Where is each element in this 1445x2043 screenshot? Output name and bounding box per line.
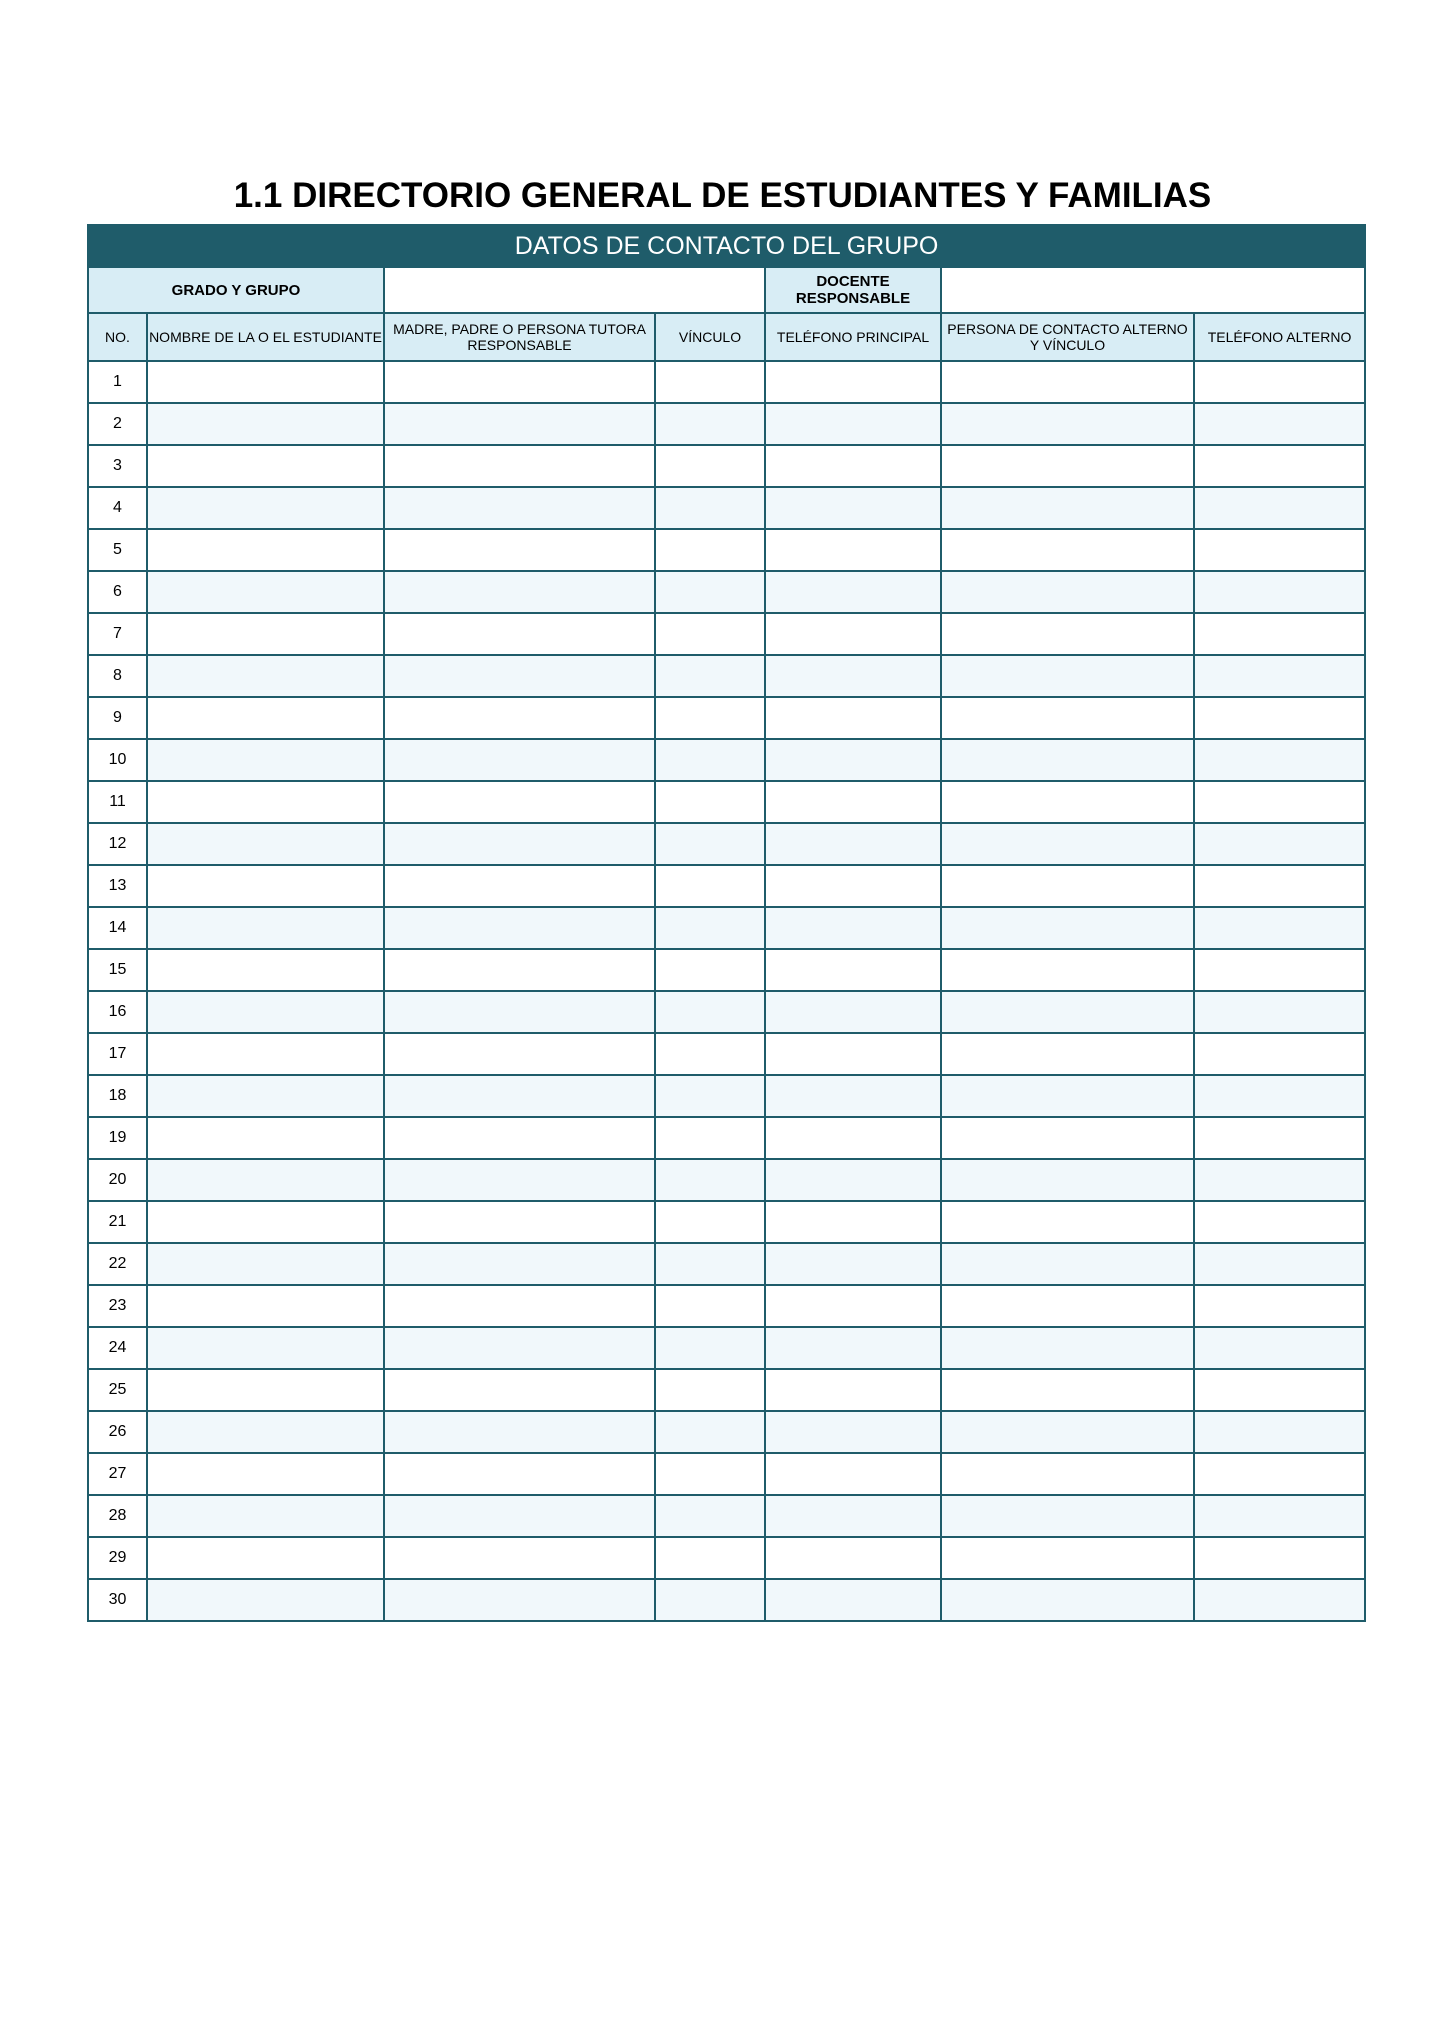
- cell-tutor[interactable]: [384, 1201, 655, 1243]
- cell-contacto-alterno[interactable]: [941, 1453, 1194, 1495]
- docente-responsable-field[interactable]: [941, 267, 1365, 313]
- cell-telefono-principal[interactable]: [765, 1075, 941, 1117]
- cell-tutor[interactable]: [384, 865, 655, 907]
- row-number: 4: [88, 487, 147, 529]
- table-row: [88, 1117, 1365, 1159]
- table-row: [88, 781, 1365, 823]
- col-header-vinculo: VÍNCULO: [655, 313, 765, 361]
- cell-contacto-alterno[interactable]: [941, 445, 1194, 487]
- cell-telefono-principal[interactable]: [765, 1537, 941, 1579]
- cell-tutor[interactable]: [384, 781, 655, 823]
- cell-vinculo[interactable]: [655, 697, 765, 739]
- table-row: [88, 1579, 1365, 1621]
- cell-telefono-alterno[interactable]: [1194, 361, 1365, 403]
- cell-nombre[interactable]: [147, 1579, 384, 1621]
- table-row: [88, 1495, 1365, 1537]
- table-row: [88, 865, 1365, 907]
- cell-tutor[interactable]: [384, 1159, 655, 1201]
- table-row: [88, 1201, 1365, 1243]
- cell-nombre[interactable]: [147, 1453, 384, 1495]
- table-row: [88, 991, 1365, 1033]
- cell-tutor[interactable]: [384, 697, 655, 739]
- table-row: [88, 1369, 1365, 1411]
- cell-vinculo[interactable]: [655, 1579, 765, 1621]
- table-row: [88, 1075, 1365, 1117]
- cell-telefono-principal[interactable]: [765, 697, 941, 739]
- cell-contacto-alterno[interactable]: [941, 781, 1194, 823]
- cell-contacto-alterno[interactable]: [941, 1117, 1194, 1159]
- cell-telefono-principal[interactable]: [765, 487, 941, 529]
- cell-telefono-principal[interactable]: [765, 781, 941, 823]
- cell-contacto-alterno[interactable]: [941, 487, 1194, 529]
- table-row: [88, 1033, 1365, 1075]
- cell-nombre[interactable]: [147, 361, 384, 403]
- cell-contacto-alterno[interactable]: [941, 1369, 1194, 1411]
- cell-telefono-alterno[interactable]: [1194, 739, 1365, 781]
- cell-telefono-principal[interactable]: [765, 445, 941, 487]
- row-number: 10: [88, 739, 147, 781]
- row-number: 18: [88, 1075, 147, 1117]
- cell-vinculo[interactable]: [655, 865, 765, 907]
- cell-nombre[interactable]: [147, 781, 384, 823]
- cell-telefono-principal[interactable]: [765, 1369, 941, 1411]
- cell-tutor[interactable]: [384, 487, 655, 529]
- cell-vinculo[interactable]: [655, 1327, 765, 1369]
- cell-contacto-alterno[interactable]: [941, 1327, 1194, 1369]
- cell-nombre[interactable]: [147, 1159, 384, 1201]
- cell-nombre[interactable]: [147, 655, 384, 697]
- cell-vinculo[interactable]: [655, 781, 765, 823]
- cell-nombre[interactable]: [147, 1285, 384, 1327]
- cell-nombre[interactable]: [147, 1201, 384, 1243]
- col-header-telefono-alterno: TELÉFONO ALTERNO: [1194, 313, 1365, 361]
- cell-vinculo[interactable]: [655, 571, 765, 613]
- table-row: [88, 949, 1365, 991]
- cell-telefono-alterno[interactable]: [1194, 991, 1365, 1033]
- row-number: 5: [88, 529, 147, 571]
- cell-vinculo[interactable]: [655, 445, 765, 487]
- directory-table: [87, 224, 1366, 1622]
- row-number: 3: [88, 445, 147, 487]
- cell-telefono-principal[interactable]: [765, 1243, 941, 1285]
- cell-vinculo[interactable]: [655, 1285, 765, 1327]
- table-row: [88, 1411, 1365, 1453]
- cell-vinculo[interactable]: [655, 1117, 765, 1159]
- table-row: [88, 655, 1365, 697]
- cell-telefono-principal[interactable]: [765, 403, 941, 445]
- cell-nombre[interactable]: [147, 613, 384, 655]
- cell-telefono-principal[interactable]: [765, 907, 941, 949]
- cell-vinculo[interactable]: [655, 823, 765, 865]
- cell-vinculo[interactable]: [655, 1369, 765, 1411]
- table-body: [88, 361, 1365, 1621]
- cell-vinculo[interactable]: [655, 1075, 765, 1117]
- cell-contacto-alterno[interactable]: [941, 1537, 1194, 1579]
- table-row: [88, 823, 1365, 865]
- cell-tutor[interactable]: [384, 1285, 655, 1327]
- cell-tutor[interactable]: [384, 907, 655, 949]
- table-row: [88, 697, 1365, 739]
- cell-tutor[interactable]: [384, 1117, 655, 1159]
- cell-vinculo[interactable]: [655, 655, 765, 697]
- cell-nombre[interactable]: [147, 907, 384, 949]
- cell-nombre[interactable]: [147, 1075, 384, 1117]
- cell-tutor[interactable]: [384, 655, 655, 697]
- cell-contacto-alterno[interactable]: [941, 655, 1194, 697]
- table-row: [88, 571, 1365, 613]
- cell-tutor[interactable]: [384, 613, 655, 655]
- row-number: 1: [88, 361, 147, 403]
- row-number: 16: [88, 991, 147, 1033]
- cell-contacto-alterno[interactable]: [941, 1579, 1194, 1621]
- cell-telefono-principal[interactable]: [765, 1495, 941, 1537]
- cell-vinculo[interactable]: [655, 739, 765, 781]
- cell-telefono-alterno[interactable]: [1194, 1243, 1365, 1285]
- row-number: 7: [88, 613, 147, 655]
- grado-grupo-label: GRADO Y GRUPO: [88, 267, 384, 313]
- cell-tutor[interactable]: [384, 1495, 655, 1537]
- cell-telefono-alterno[interactable]: [1194, 445, 1365, 487]
- table-row: [88, 613, 1365, 655]
- cell-nombre[interactable]: [147, 1495, 384, 1537]
- cell-telefono-principal[interactable]: [765, 1201, 941, 1243]
- row-number: 29: [88, 1537, 147, 1579]
- cell-telefono-alterno[interactable]: [1194, 529, 1365, 571]
- cell-telefono-principal[interactable]: [765, 1327, 941, 1369]
- cell-telefono-principal[interactable]: [765, 1579, 941, 1621]
- grado-grupo-field[interactable]: [384, 267, 765, 313]
- row-number: 25: [88, 1369, 147, 1411]
- cell-telefono-alterno[interactable]: [1194, 1411, 1365, 1453]
- cell-telefono-principal[interactable]: [765, 655, 941, 697]
- cell-tutor[interactable]: [384, 445, 655, 487]
- cell-nombre[interactable]: [147, 1369, 384, 1411]
- cell-tutor[interactable]: [384, 1579, 655, 1621]
- cell-telefono-principal[interactable]: [765, 361, 941, 403]
- cell-nombre[interactable]: [147, 823, 384, 865]
- cell-telefono-alterno[interactable]: [1194, 823, 1365, 865]
- cell-nombre[interactable]: [147, 739, 384, 781]
- cell-telefono-principal[interactable]: [765, 613, 941, 655]
- cell-vinculo[interactable]: [655, 949, 765, 991]
- cell-tutor[interactable]: [384, 1369, 655, 1411]
- cell-telefono-alterno[interactable]: [1194, 571, 1365, 613]
- row-number: 30: [88, 1579, 147, 1621]
- cell-tutor[interactable]: [384, 949, 655, 991]
- column-header-row: [88, 313, 1365, 361]
- table-row: [88, 445, 1365, 487]
- cell-telefono-alterno[interactable]: [1194, 613, 1365, 655]
- info-row: [88, 267, 1365, 313]
- cell-telefono-principal[interactable]: [765, 949, 941, 991]
- cell-nombre[interactable]: [147, 1327, 384, 1369]
- cell-contacto-alterno[interactable]: [941, 361, 1194, 403]
- cell-tutor[interactable]: [384, 1327, 655, 1369]
- row-number: 23: [88, 1285, 147, 1327]
- cell-nombre[interactable]: [147, 1033, 384, 1075]
- cell-contacto-alterno[interactable]: [941, 1495, 1194, 1537]
- cell-vinculo[interactable]: [655, 1537, 765, 1579]
- cell-nombre[interactable]: [147, 1537, 384, 1579]
- row-number: 2: [88, 403, 147, 445]
- cell-tutor[interactable]: [384, 1537, 655, 1579]
- cell-telefono-alterno[interactable]: [1194, 1159, 1365, 1201]
- cell-vinculo[interactable]: [655, 1243, 765, 1285]
- cell-telefono-alterno[interactable]: [1194, 1579, 1365, 1621]
- cell-tutor[interactable]: [384, 1453, 655, 1495]
- cell-tutor[interactable]: [384, 739, 655, 781]
- cell-nombre[interactable]: [147, 445, 384, 487]
- row-number: 14: [88, 907, 147, 949]
- col-header-nombre: NOMBRE DE LA O EL ESTUDIANTE: [147, 313, 384, 361]
- table-row: [88, 1453, 1365, 1495]
- cell-vinculo[interactable]: [655, 403, 765, 445]
- banner-row: [88, 225, 1365, 267]
- cell-vinculo[interactable]: [655, 907, 765, 949]
- cell-nombre[interactable]: [147, 697, 384, 739]
- row-number: 24: [88, 1327, 147, 1369]
- cell-telefono-principal[interactable]: [765, 529, 941, 571]
- cell-telefono-principal[interactable]: [765, 865, 941, 907]
- cell-nombre[interactable]: [147, 949, 384, 991]
- cell-telefono-alterno[interactable]: [1194, 1495, 1365, 1537]
- cell-vinculo[interactable]: [655, 487, 765, 529]
- cell-telefono-alterno[interactable]: [1194, 1033, 1365, 1075]
- cell-contacto-alterno[interactable]: [941, 529, 1194, 571]
- cell-contacto-alterno[interactable]: [941, 403, 1194, 445]
- cell-telefono-alterno[interactable]: [1194, 487, 1365, 529]
- cell-contacto-alterno[interactable]: [941, 907, 1194, 949]
- cell-contacto-alterno[interactable]: [941, 1201, 1194, 1243]
- banner-title: DATOS DE CONTACTO DEL GRUPO: [88, 225, 1365, 267]
- cell-contacto-alterno[interactable]: [941, 1075, 1194, 1117]
- cell-contacto-alterno[interactable]: [941, 991, 1194, 1033]
- cell-telefono-principal[interactable]: [765, 1159, 941, 1201]
- cell-nombre[interactable]: [147, 487, 384, 529]
- cell-contacto-alterno[interactable]: [941, 1243, 1194, 1285]
- table-row: [88, 361, 1365, 403]
- row-number: 28: [88, 1495, 147, 1537]
- row-number: 6: [88, 571, 147, 613]
- cell-tutor[interactable]: [384, 991, 655, 1033]
- cell-nombre[interactable]: [147, 529, 384, 571]
- row-number: 19: [88, 1117, 147, 1159]
- cell-telefono-alterno[interactable]: [1194, 1117, 1365, 1159]
- cell-tutor[interactable]: [384, 1075, 655, 1117]
- cell-tutor[interactable]: [384, 823, 655, 865]
- cell-telefono-alterno[interactable]: [1194, 781, 1365, 823]
- cell-vinculo[interactable]: [655, 1495, 765, 1537]
- table-row: [88, 1537, 1365, 1579]
- cell-telefono-alterno[interactable]: [1194, 655, 1365, 697]
- cell-telefono-principal[interactable]: [765, 1285, 941, 1327]
- cell-contacto-alterno[interactable]: [941, 739, 1194, 781]
- cell-telefono-alterno[interactable]: [1194, 1327, 1365, 1369]
- table-row: [88, 1285, 1365, 1327]
- row-number: 11: [88, 781, 147, 823]
- row-number: 13: [88, 865, 147, 907]
- cell-vinculo[interactable]: [655, 361, 765, 403]
- cell-contacto-alterno[interactable]: [941, 1285, 1194, 1327]
- row-number: 26: [88, 1411, 147, 1453]
- cell-nombre[interactable]: [147, 403, 384, 445]
- cell-vinculo[interactable]: [655, 1033, 765, 1075]
- cell-telefono-principal[interactable]: [765, 1033, 941, 1075]
- cell-vinculo[interactable]: [655, 1201, 765, 1243]
- col-header-no: NO.: [88, 313, 147, 361]
- cell-nombre[interactable]: [147, 1411, 384, 1453]
- cell-telefono-alterno[interactable]: [1194, 907, 1365, 949]
- cell-tutor[interactable]: [384, 403, 655, 445]
- row-number: 17: [88, 1033, 147, 1075]
- cell-vinculo[interactable]: [655, 613, 765, 655]
- cell-telefono-alterno[interactable]: [1194, 949, 1365, 991]
- cell-vinculo[interactable]: [655, 1453, 765, 1495]
- cell-telefono-principal[interactable]: [765, 739, 941, 781]
- cell-nombre[interactable]: [147, 1117, 384, 1159]
- table-row: [88, 907, 1365, 949]
- cell-telefono-alterno[interactable]: [1194, 1201, 1365, 1243]
- cell-vinculo[interactable]: [655, 1159, 765, 1201]
- row-number: 22: [88, 1243, 147, 1285]
- cell-tutor[interactable]: [384, 529, 655, 571]
- col-header-telefono-principal: TELÉFONO PRINCIPAL: [765, 313, 941, 361]
- cell-nombre[interactable]: [147, 991, 384, 1033]
- cell-contacto-alterno[interactable]: [941, 613, 1194, 655]
- cell-contacto-alterno[interactable]: [941, 1159, 1194, 1201]
- table-row: [88, 487, 1365, 529]
- table-row: [88, 1159, 1365, 1201]
- col-header-contacto-alterno: PERSONA DE CONTACTO ALTERNO Y VÍNCULO: [941, 313, 1194, 361]
- row-number: 9: [88, 697, 147, 739]
- row-number: 27: [88, 1453, 147, 1495]
- cell-contacto-alterno[interactable]: [941, 1033, 1194, 1075]
- table-row: [88, 739, 1365, 781]
- row-number: 21: [88, 1201, 147, 1243]
- cell-tutor[interactable]: [384, 1033, 655, 1075]
- cell-contacto-alterno[interactable]: [941, 865, 1194, 907]
- cell-telefono-alterno[interactable]: [1194, 1453, 1365, 1495]
- cell-telefono-principal[interactable]: [765, 823, 941, 865]
- cell-telefono-principal[interactable]: [765, 1453, 941, 1495]
- cell-telefono-principal[interactable]: [765, 571, 941, 613]
- cell-telefono-principal[interactable]: [765, 991, 941, 1033]
- cell-contacto-alterno[interactable]: [941, 1411, 1194, 1453]
- cell-contacto-alterno[interactable]: [941, 571, 1194, 613]
- cell-telefono-alterno[interactable]: [1194, 1537, 1365, 1579]
- table-row: [88, 529, 1365, 571]
- cell-telefono-alterno[interactable]: [1194, 1285, 1365, 1327]
- cell-vinculo[interactable]: [655, 991, 765, 1033]
- cell-telefono-alterno[interactable]: [1194, 865, 1365, 907]
- cell-telefono-alterno[interactable]: [1194, 1369, 1365, 1411]
- cell-nombre[interactable]: [147, 571, 384, 613]
- cell-telefono-principal[interactable]: [765, 1411, 941, 1453]
- row-number: 20: [88, 1159, 147, 1201]
- cell-telefono-alterno[interactable]: [1194, 1075, 1365, 1117]
- row-number: 12: [88, 823, 147, 865]
- cell-contacto-alterno[interactable]: [941, 949, 1194, 991]
- cell-tutor[interactable]: [384, 1411, 655, 1453]
- cell-nombre[interactable]: [147, 865, 384, 907]
- page-title: 1.1 DIRECTORIO GENERAL DE ESTUDIANTES Y FAMILIAS: [233, 176, 1212, 215]
- cell-contacto-alterno[interactable]: [941, 697, 1194, 739]
- row-number: 15: [88, 949, 147, 991]
- cell-nombre[interactable]: [147, 1243, 384, 1285]
- docente-responsable-label: DOCENTE RESPONSABLE: [765, 267, 941, 313]
- cell-telefono-alterno[interactable]: [1194, 403, 1365, 445]
- row-number: 8: [88, 655, 147, 697]
- cell-contacto-alterno[interactable]: [941, 823, 1194, 865]
- cell-tutor[interactable]: [384, 571, 655, 613]
- cell-telefono-principal[interactable]: [765, 1117, 941, 1159]
- cell-vinculo[interactable]: [655, 1411, 765, 1453]
- table-row: [88, 1327, 1365, 1369]
- cell-telefono-alterno[interactable]: [1194, 697, 1365, 739]
- table-row: [88, 403, 1365, 445]
- cell-tutor[interactable]: [384, 361, 655, 403]
- col-header-tutor: MADRE, PADRE O PERSONA TUTORA RESPONSABLE: [384, 313, 655, 361]
- cell-tutor[interactable]: [384, 1243, 655, 1285]
- cell-vinculo[interactable]: [655, 529, 765, 571]
- table-row: [88, 1243, 1365, 1285]
